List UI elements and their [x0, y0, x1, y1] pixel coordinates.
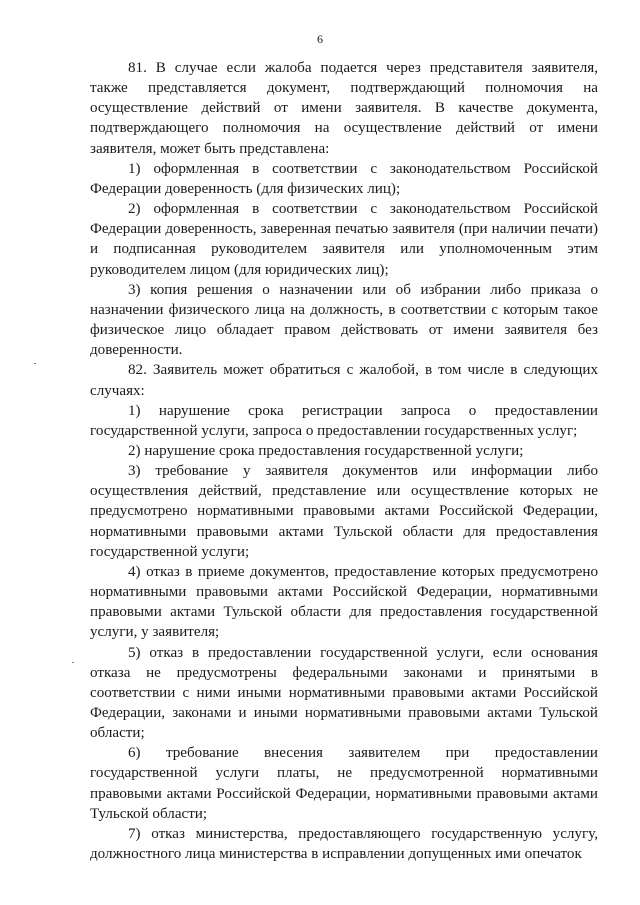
- list-item-81-2: 2) оформленная в соответствии с законодательством Российской Федерации доверенность, заверенная печатью заявителя (при наличии печати) и подписанная руководителем заявителя или уполномоченным этим руководителем лицом (для юридических лиц);: [90, 201, 598, 278]
- list-item-82-3: 3) требование у заявителя документов или информации либо осуществления действий, представление или осуществление которых не предусмотрено нормативными правовыми актами Российской Федерации, нормативными правовыми актами Тульской области для предоставления государственной услуги;: [90, 463, 598, 560]
- list-item-82-5: 5) отказ в предоставлении государственной услуги, если основания отказа не предусмотрены федеральными законами и принятыми в соответствии с ними иными нормативными правовыми актами Российской Федерации, законами и иными нормативными правовыми актами Тульской области;: [90, 644, 598, 742]
- margin-scan-mark: [34, 363, 36, 364]
- paragraph-81-intro: 81. В случае если жалоба подается через представителя заявителя, также представляется документ, подтверждающий полномочия на осуществление действий от имени заявителя. В качестве документа, подтверждающего полномочия на осуществление действий от имени заявителя, может быть представлена:: [90, 60, 598, 157]
- margin-scan-mark: [72, 662, 74, 663]
- list-item-81-3: 3) копия решения о назначении или об избрании либо приказа о назначении физического лица на должность, в соответствии с которым такое физическое лицо обладает правом действовать от имени заявителя без доверенности.: [90, 281, 598, 359]
- list-item-82-7: 7) отказ министерства, предоставляющего государственную услугу, должностного лица министерства в исправлении допущенных ими опечаток: [90, 825, 598, 863]
- paragraph-82-intro: 82. Заявитель может обратиться с жалобой, в том числе в следующих случаях:: [90, 362, 598, 399]
- list-item-82-4: 4) отказ в приеме документов, предоставление которых предусмотрено нормативными правовыми актами Российской Федерации, нормативными правовыми актами Тульской области для предоставления государственной услуги, у заявителя;: [90, 563, 598, 641]
- page-number: 6: [317, 32, 323, 46]
- list-item-82-2: 2) нарушение срока предоставления государственной услуги;: [128, 442, 524, 459]
- document-body: [90, 58, 598, 864]
- list-item-81-1: 1) оформленная в соответствии с законодательством Российской Федерации доверенность (для физических лиц);: [90, 160, 598, 197]
- list-item-82-1: 1) нарушение срока регистрации запроса о предоставлении государственной услуги, запроса о предоставлении государственных услуг;: [90, 402, 598, 439]
- list-item-82-6: 6) требование внесения заявителем при предоставлении государственной услуги платы, не предусмотренной нормативными правовыми актами Российской Федерации, нормативными правовыми актами Тульской области;: [90, 745, 598, 822]
